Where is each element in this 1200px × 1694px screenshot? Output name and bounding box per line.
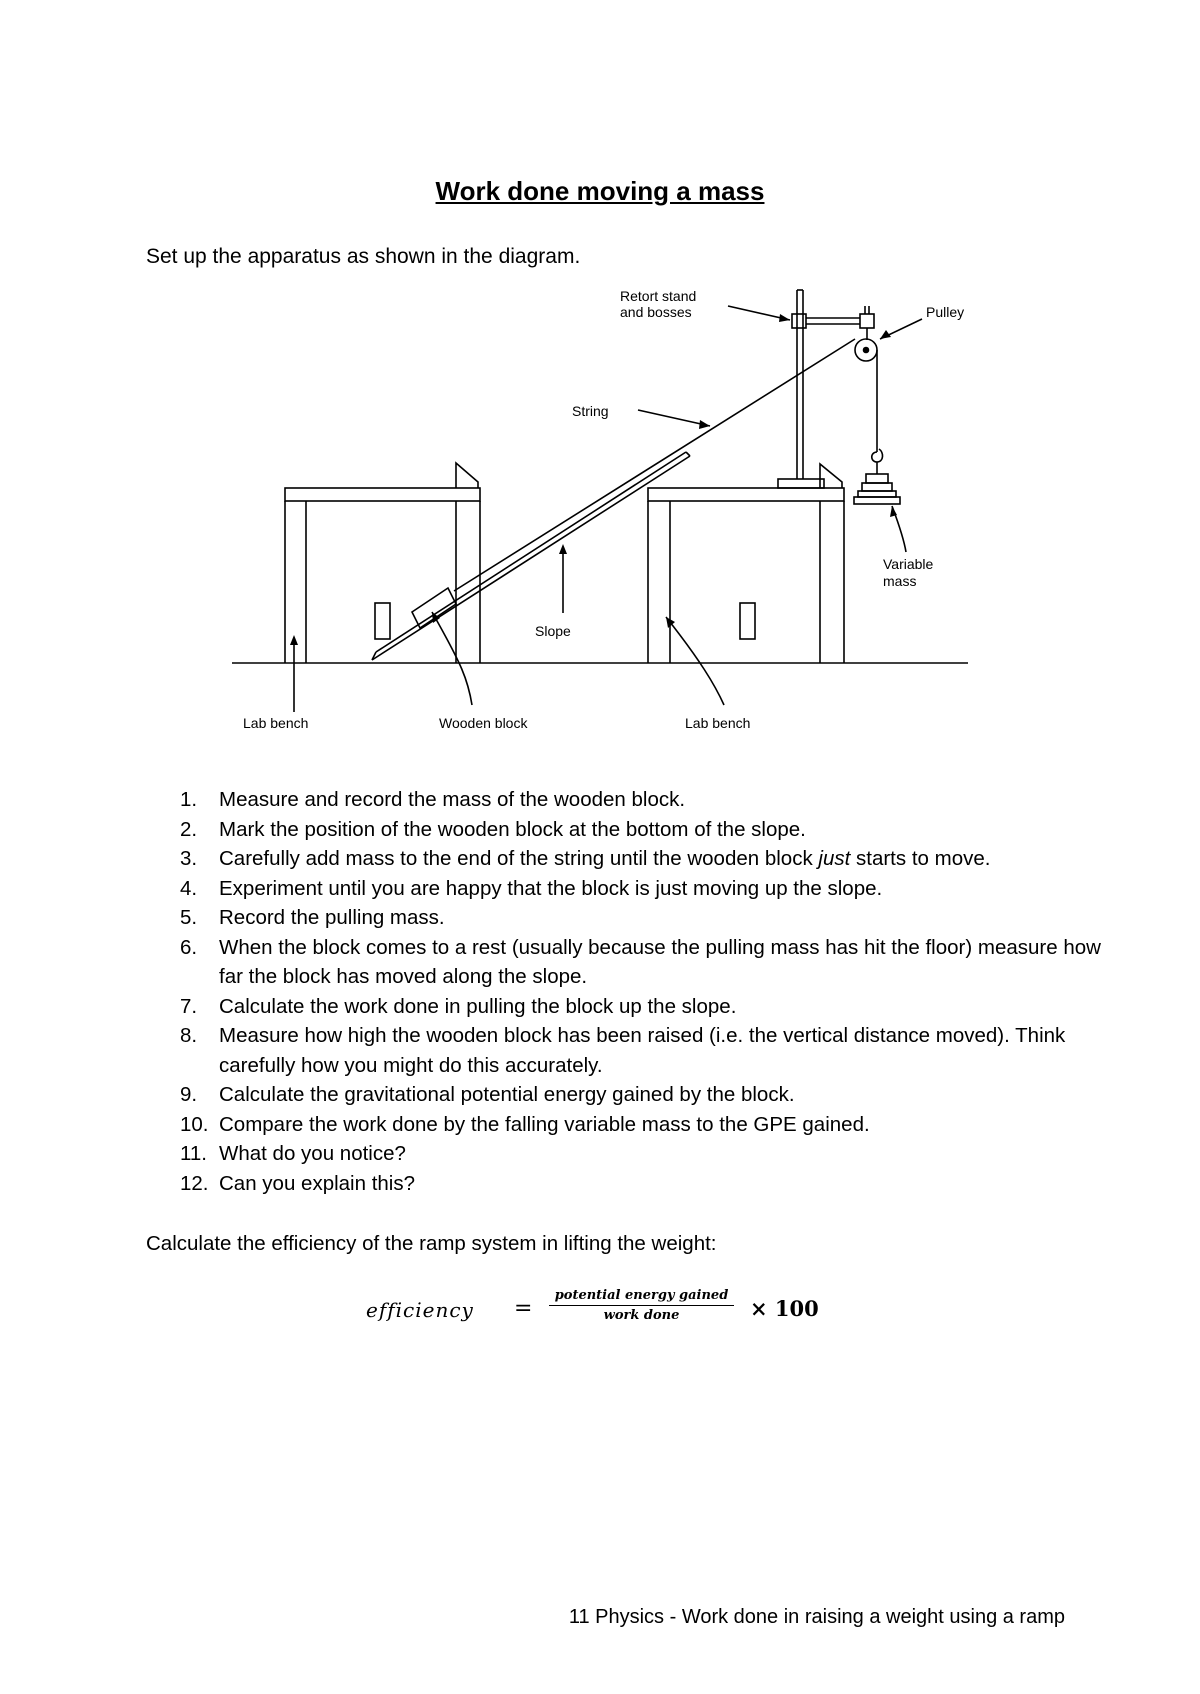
step-text: Record the pulling mass. xyxy=(219,906,445,929)
step-number: 3. xyxy=(180,847,198,870)
step-item xyxy=(146,903,1106,933)
step-number: 6. xyxy=(180,935,198,959)
step-item xyxy=(146,933,1106,992)
step-text: just xyxy=(818,847,851,870)
step-text: Measure and record the mass of the wooden block. xyxy=(219,788,686,811)
step-text: starts to move. xyxy=(850,847,991,870)
step-text: Carefully add mass to the end of the string until the wooden block xyxy=(219,847,819,870)
intro-text: Set up the apparatus as shown in the diagram. xyxy=(146,245,581,268)
page-footer: 11 Physics - Work done in raising a weight using a ramp xyxy=(568,1606,1065,1628)
step-number: 7. xyxy=(180,994,198,1018)
pulley xyxy=(855,339,877,361)
step-item xyxy=(146,992,1106,1022)
step-item xyxy=(146,815,1106,845)
string xyxy=(454,339,855,591)
efficiency-formula xyxy=(366,1286,826,1336)
instruction-steps xyxy=(146,785,1106,1198)
step-text: Calculate the work done in pulling the block up the slope. xyxy=(219,994,737,1018)
left-lab-bench xyxy=(285,463,480,663)
formula-numerator: potential energy gained xyxy=(549,1288,734,1306)
step-item xyxy=(146,874,1106,904)
step-number: 8. xyxy=(180,1024,198,1047)
step-text: When the block comes to a rest (usually because the pulling mass has hit the floor) measure how far the block has moved along the slope. xyxy=(219,935,1101,988)
formula-denominator: work done xyxy=(603,1308,680,1323)
step-number: 12. xyxy=(180,1171,209,1195)
step-text: Measure how high the wooden block has been raised (i.e. the vertical distance moved). Think carefully how you might do this accurately. xyxy=(219,1024,1066,1077)
step-number: 1. xyxy=(180,788,198,811)
formula-equals: = xyxy=(514,1296,533,1321)
variable-mass-label: Variable xyxy=(883,556,934,572)
wooden-block-label: Wooden block xyxy=(439,715,528,731)
formula-fraction xyxy=(549,1288,734,1323)
step-item xyxy=(146,1080,1106,1110)
formula-lhs: efficiency xyxy=(366,1298,474,1322)
step-number: 5. xyxy=(180,906,198,929)
step-item xyxy=(146,1169,1106,1199)
step-text: Mark the position of the wooden block at the bottom of the slope. xyxy=(219,817,806,841)
right-lab-bench xyxy=(648,464,844,663)
lab-bench-right-label: Lab bench xyxy=(685,715,751,731)
page-title: Work done moving a mass xyxy=(435,176,765,206)
string-label: String xyxy=(572,403,609,419)
step-text: What do you notice? xyxy=(219,1142,406,1165)
retort-stand-label: Retort stand xyxy=(620,288,697,304)
step-number: 11. xyxy=(180,1142,207,1165)
step-text: Can you explain this? xyxy=(219,1171,416,1195)
variable-mass xyxy=(854,449,900,504)
step-number: 2. xyxy=(180,817,198,841)
step-number: 9. xyxy=(180,1083,198,1106)
step-item xyxy=(146,1021,1106,1080)
step-text: Calculate the gravitational potential energy gained by the block. xyxy=(219,1083,795,1106)
lab-bench-left-label: Lab bench xyxy=(243,715,309,731)
step-text: Compare the work done by the falling variable mass to the GPE gained. xyxy=(219,1112,870,1136)
slope-label: Slope xyxy=(535,623,571,639)
formula-multiplier: × 100 xyxy=(750,1296,819,1321)
efficiency-instruction: Calculate the efficiency of the ramp system in lifting the weight: xyxy=(146,1232,717,1255)
step-number: 4. xyxy=(180,876,198,900)
step-item xyxy=(146,1139,1106,1169)
variable-mass-label-2: mass xyxy=(883,573,917,589)
pulley-label: Pulley xyxy=(926,304,965,320)
step-item xyxy=(146,785,1106,815)
step-number: 10. xyxy=(180,1112,209,1136)
step-text: Experiment until you are happy that the block is just moving up the slope. xyxy=(219,876,883,900)
retort-stand xyxy=(778,290,874,488)
step-item xyxy=(146,1110,1106,1140)
step-item xyxy=(146,844,1106,874)
retort-stand-label-2: and bosses xyxy=(620,304,692,320)
apparatus-diagram xyxy=(228,280,982,760)
